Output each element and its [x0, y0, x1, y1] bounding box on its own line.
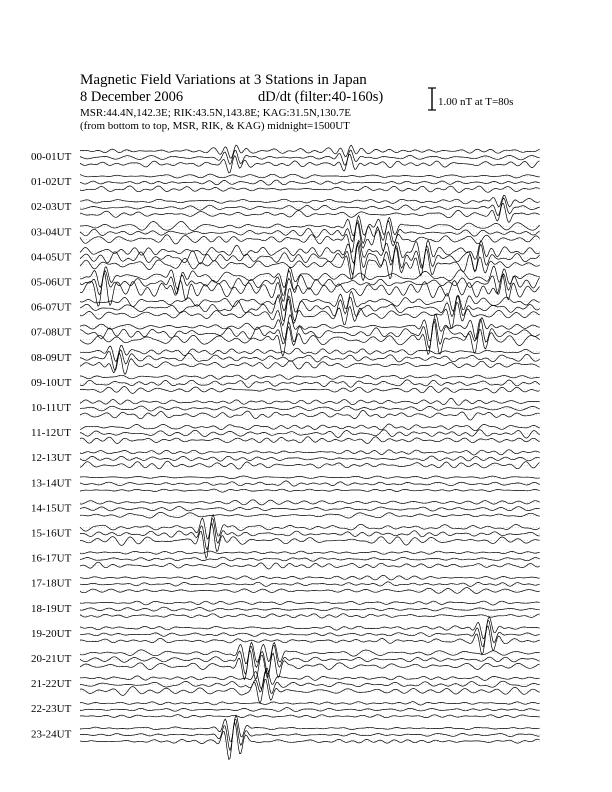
trace-msr-16-17UT: [80, 562, 540, 569]
row-label: 09-10UT: [31, 376, 72, 389]
trace-rik-02-03UT: [80, 198, 540, 216]
row-label: 17-18UT: [31, 577, 72, 590]
row-label: 22-23UT: [31, 703, 72, 716]
trace-msr-20-21UT: [80, 651, 540, 680]
trace-rik-01-02UT: [80, 180, 540, 185]
trace-rik-19-20UT: [80, 620, 540, 646]
trace-kag-18-19UT: [80, 601, 540, 605]
trace-kag-06-07UT: [80, 288, 540, 312]
date-label: 8 December 2006: [80, 89, 184, 105]
trace-msr-08-09UT: [80, 353, 540, 374]
trace-msr-22-23UT: [80, 715, 540, 718]
trace-kag-08-09UT: [80, 345, 540, 361]
row-label: 21-22UT: [31, 678, 72, 691]
trace-rik-07-08UT: [80, 319, 540, 348]
trace-msr-14-15UT: [80, 512, 540, 518]
row-label: 03-04UT: [31, 226, 72, 239]
stations-label: MSR:44.4N,142.3E; RIK:43.5N,143.8E; KAG:31.5N,130.7E: [80, 107, 352, 119]
row-label: 16-17UT: [31, 552, 72, 565]
row-label: 23-24UT: [31, 728, 72, 741]
row-label: 19-20UT: [31, 627, 72, 640]
row-label: 02-03UT: [31, 201, 72, 214]
trace-rik-16-17UT: [80, 557, 540, 561]
trace-rik-11-12UT: [80, 430, 540, 438]
scale-bar: [428, 88, 436, 110]
trace-msr-06-07UT: [80, 299, 540, 328]
traces: [80, 145, 540, 759]
chart-title: Magnetic Field Variations at 3 Stations in Japan: [80, 72, 367, 88]
row-label: 06-07UT: [31, 301, 72, 314]
row-label: 10-11UT: [31, 402, 71, 414]
trace-kag-11-12UT: [80, 424, 540, 431]
row-label: 15-16UT: [31, 527, 72, 540]
trace-msr-01-02UT: [80, 186, 540, 193]
trace-rik-13-14UT: [80, 481, 540, 486]
trace-rik-20-21UT: [80, 645, 540, 674]
row-label: 04-05UT: [31, 251, 72, 264]
trace-msr-00-01UT: [80, 154, 540, 173]
row-label: 05-06UT: [31, 276, 72, 289]
row-label: 01-02UT: [31, 176, 72, 189]
row-label: 20-21UT: [31, 653, 72, 665]
row-label: 13-14UT: [31, 477, 72, 490]
trace-rik-06-07UT: [80, 296, 540, 322]
trace-kag-02-03UT: [80, 195, 540, 207]
trace-rik-22-23UT: [80, 708, 540, 712]
row-label: 08-09UT: [31, 351, 72, 364]
trace-kag-10-11UT: [80, 398, 540, 405]
trace-msr-19-20UT: [80, 626, 540, 655]
trace-msr-18-19UT: [80, 614, 540, 618]
row-label: 00-01UT: [31, 151, 72, 163]
row-label: 11-12UT: [31, 427, 71, 440]
trace-kag-01-02UT: [80, 174, 540, 178]
row-label: 12-13UT: [31, 452, 72, 465]
trace-kag-21-22UT: [80, 668, 540, 689]
row-label: 07-08UT: [31, 326, 72, 339]
scale-bar-label: 1.00 nT at T=80s: [438, 96, 514, 108]
trace-kag-15-16UT: [80, 515, 540, 539]
quantity-label: dD/dt (filter:40-160s): [258, 89, 384, 105]
trace-kag-17-18UT: [80, 575, 540, 580]
row-label: 14-15UT: [31, 502, 72, 515]
row-label: 18-19UT: [31, 602, 72, 615]
order-note: (from bottom to top, MSR, RIK, & KAG) midnight=1500UT: [80, 120, 350, 132]
row-labels: [31, 151, 72, 740]
trace-rik-08-09UT: [80, 350, 540, 371]
trace-msr-15-16UT: [80, 523, 540, 558]
trace-msr-13-14UT: [80, 489, 540, 492]
